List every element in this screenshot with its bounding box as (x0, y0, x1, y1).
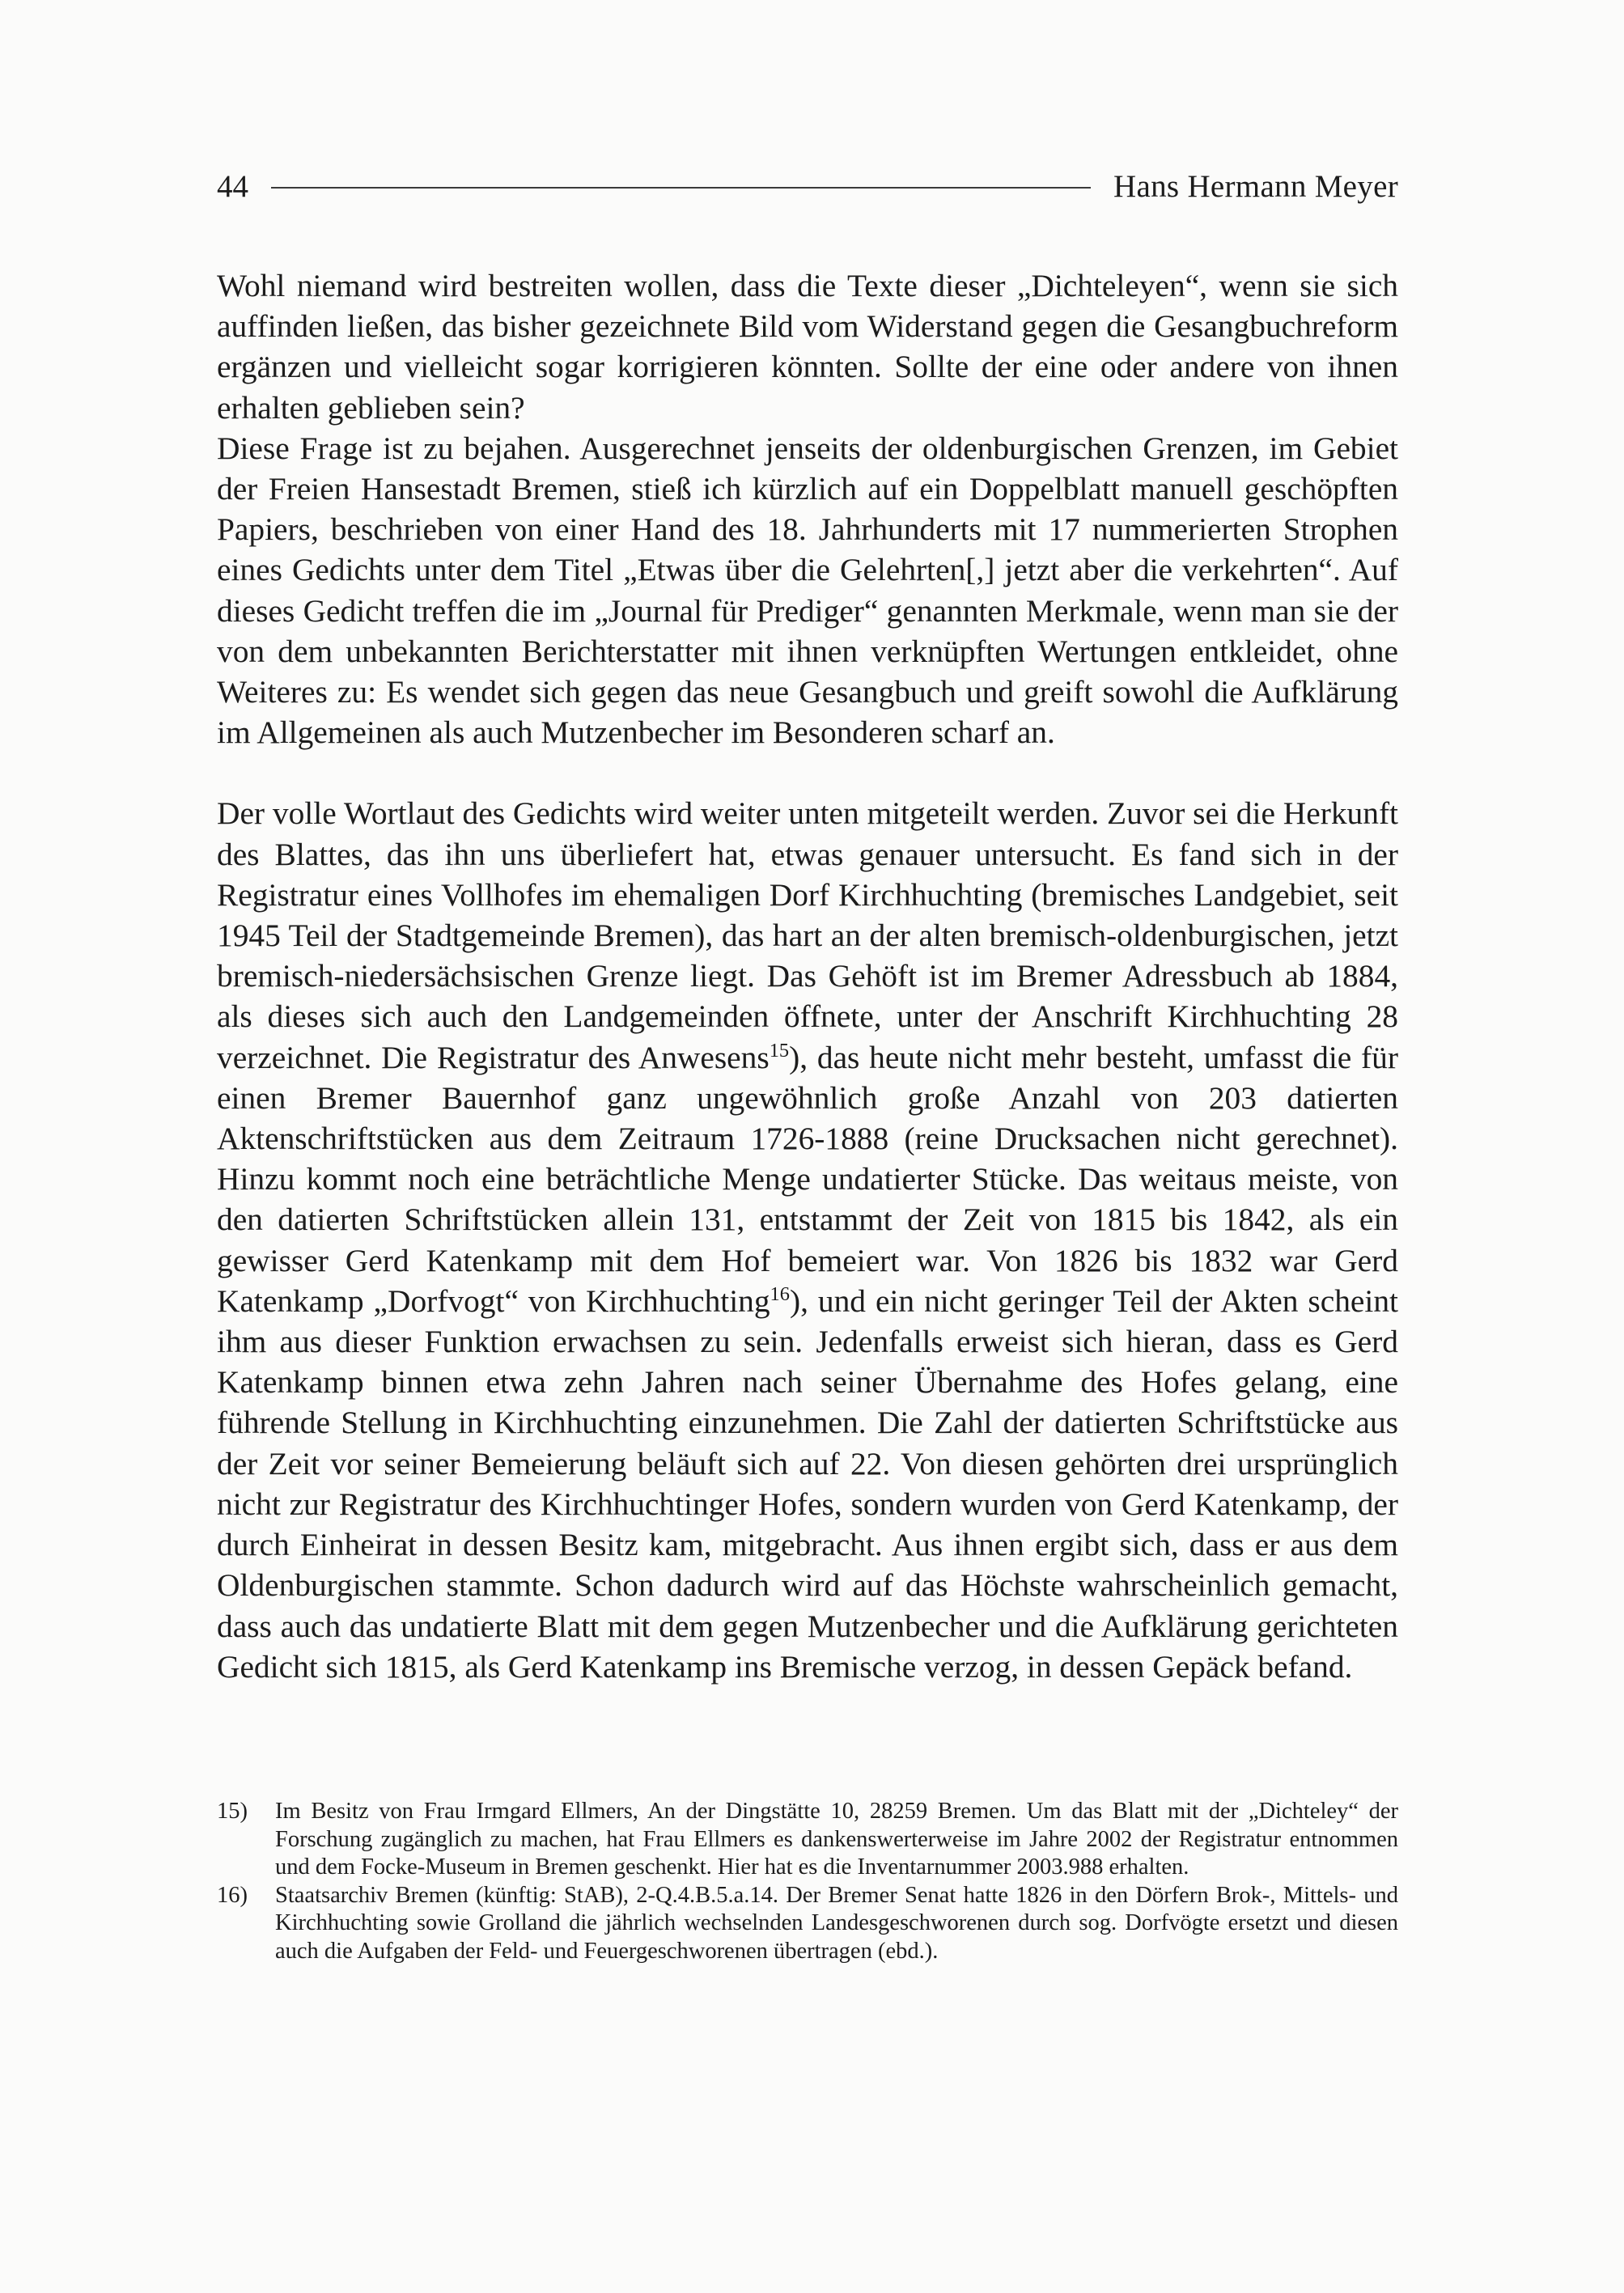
footnote-16 (217, 1882, 1398, 1966)
page-header (217, 163, 1398, 209)
running-head: Hans Hermann Meyer (1113, 168, 1398, 204)
footnote-text: Im Besitz von Frau Irmgard Ellmers, An der Dingstätte 10, 28259 Bremen. Um das Blatt mit der „Dichteley“ der Forschung zugänglich zu machen, hat Frau Ellmers es dankenswerterweise im Jahre 2002 der Registratur entnommen und dem Focke-Museum in Bremen geschenkt. Hier hat es die Inventarnummer 2003.988 erhalten. (275, 1799, 1398, 1880)
paragraph-1: Wohl niemand wird bestreiten wollen, dass die Texte dieser „Dichteleyen“, wenn sie sich auffinden ließen, das bisher gezeichnete Bild vom Widerstand gegen die Gesangbuchreform ergänzen und vielleicht sogar korrigieren könnten. Sollte der eine oder andere von ihnen erhalten geblieben sein? (217, 268, 1398, 426)
footnote-text: Staatsarchiv Bremen (künftig: StAB), 2-Q.4.B.5.a.14. Der Bremer Senat hatte 1826 in den Dörfern Brok-, Mittels- und Kirchhuchting sowie Grolland die jährlich wechselnden Landesgeschworenen durch sog. Dorfvögte ersetzt und diesen auch die Aufgaben der Feld- und Feuergeschworenen übertragen (ebd.). (275, 1882, 1398, 1964)
footnote-15 (217, 1798, 1398, 1882)
footnote-ref-15: 15 (769, 1039, 790, 1062)
header-rule (271, 187, 1091, 189)
paragraph-3 (217, 793, 1398, 1686)
main-text (217, 265, 1398, 1687)
paragraph-3-part-b: ), das heute nicht mehr besteht, umfasst die für einen Bremer Bauernhof ganz ungewöhnlich große Anzahl von 203 datierten Aktenschriftstücken aus dem Zeitraum 1726-1888 (reine Drucksachen nicht gerechnet). Hinzu kommt noch eine beträchtliche Menge undatierter Stücke. Das weitaus meiste, von den datierten Schriftstücken allein 131, entstammt der Zeit von 1815 bis 1842, als ein gewisser Gerd Katenkamp mit dem Hof bemeiert war. Von 1826 bis 1832 war Gerd Katenkamp „Dorfvogt“ von Kirchhuchting (217, 1039, 1398, 1319)
page-number: 44 (217, 168, 248, 204)
footnotes (217, 1798, 1398, 1965)
footnote-number: 15) (217, 1799, 248, 1824)
footnote-number: 16) (217, 1882, 248, 1908)
paragraph-3-part-c: ), und ein nicht geringer Teil der Akten scheint ihm aus dieser Funktion erwachsen zu sein. Jedenfalls erweist sich hieran, dass es Gerd Katenkamp binnen etwa zehn Jahren nach seiner Übernahme des Hofes gelang, eine führende Stellung in Kirchhuchting einzunehmen. Die Zahl der datierten Schriftstücke aus der Zeit vor seiner Bemeierung beläuft sich auf 22. Von diesen gehörten drei ursprünglich nicht zur Registratur des Kirchhuchtinger Hofes, sondern wurden von Gerd Katenkamp, der durch Einheirat in dessen Besitz kam, mitgebracht. Aus ihnen ergibt sich, dass er aus dem Oldenburgischen stammte. Schon dadurch wird auf das Höchste wahrscheinlich gemacht, dass auch das undatierte Blatt mit dem gegen Mutzenbecher und die Aufklärung gerichteten Gedicht sich 1815, als Gerd Katenkamp ins Bremische verzog, in dessen Gepäck befand. (217, 1282, 1398, 1685)
paragraph-3-part-a: Der volle Wortlaut des Gedichts wird weiter unten mitgeteilt werden. Zuvor sei die Herkunft des Blattes, das ihn uns überliefert hat, etwas genauer untersucht. Es fand sich in der Registratur eines Vollhofes im ehemaligen Dorf Kirchhuchting (bremisches Landgebiet, seit 1945 Teil der Stadtgemeinde Bremen), das hart an der alten bremisch-oldenburgischen, jetzt bremisch-niedersächsischen Grenze liegt. Das Gehöft ist im Bremer Adressbuch ab 1884, als dieses sich auch den Landgemeinden öffnete, unter der Anschrift Kirchhuchting 28 verzeichnet. Die Registratur des Anwesens (217, 795, 1398, 1075)
paragraph-2: Diese Frage ist zu bejahen. Ausgerechnet jenseits der oldenburgischen Grenzen, im Gebiet der Freien Hansestadt Bremen, stieß ich kürzlich auf ein Doppelblatt manuell geschöpften Papiers, beschrieben von einer Hand des 18. Jahrhunderts mit 17 nummerierten Strophen eines Gedichts unter dem Titel „Etwas über die Gelehrten[,] jetzt aber die verkehrten“. Auf dieses Gedicht treffen die im „Journal für Prediger“ genannten Merkmale, wenn man sie der von dem unbekannten Berichterstatter mit ihnen verknüpften Wertungen entkleidet, ohne Weiteres zu: Es wendet sich gegen das neue Gesangbuch und greift sowohl die Aufklärung im Allgemeinen als auch Mutzenbecher im Besonderen scharf an. (217, 430, 1398, 751)
footnote-ref-16: 16 (770, 1282, 790, 1305)
